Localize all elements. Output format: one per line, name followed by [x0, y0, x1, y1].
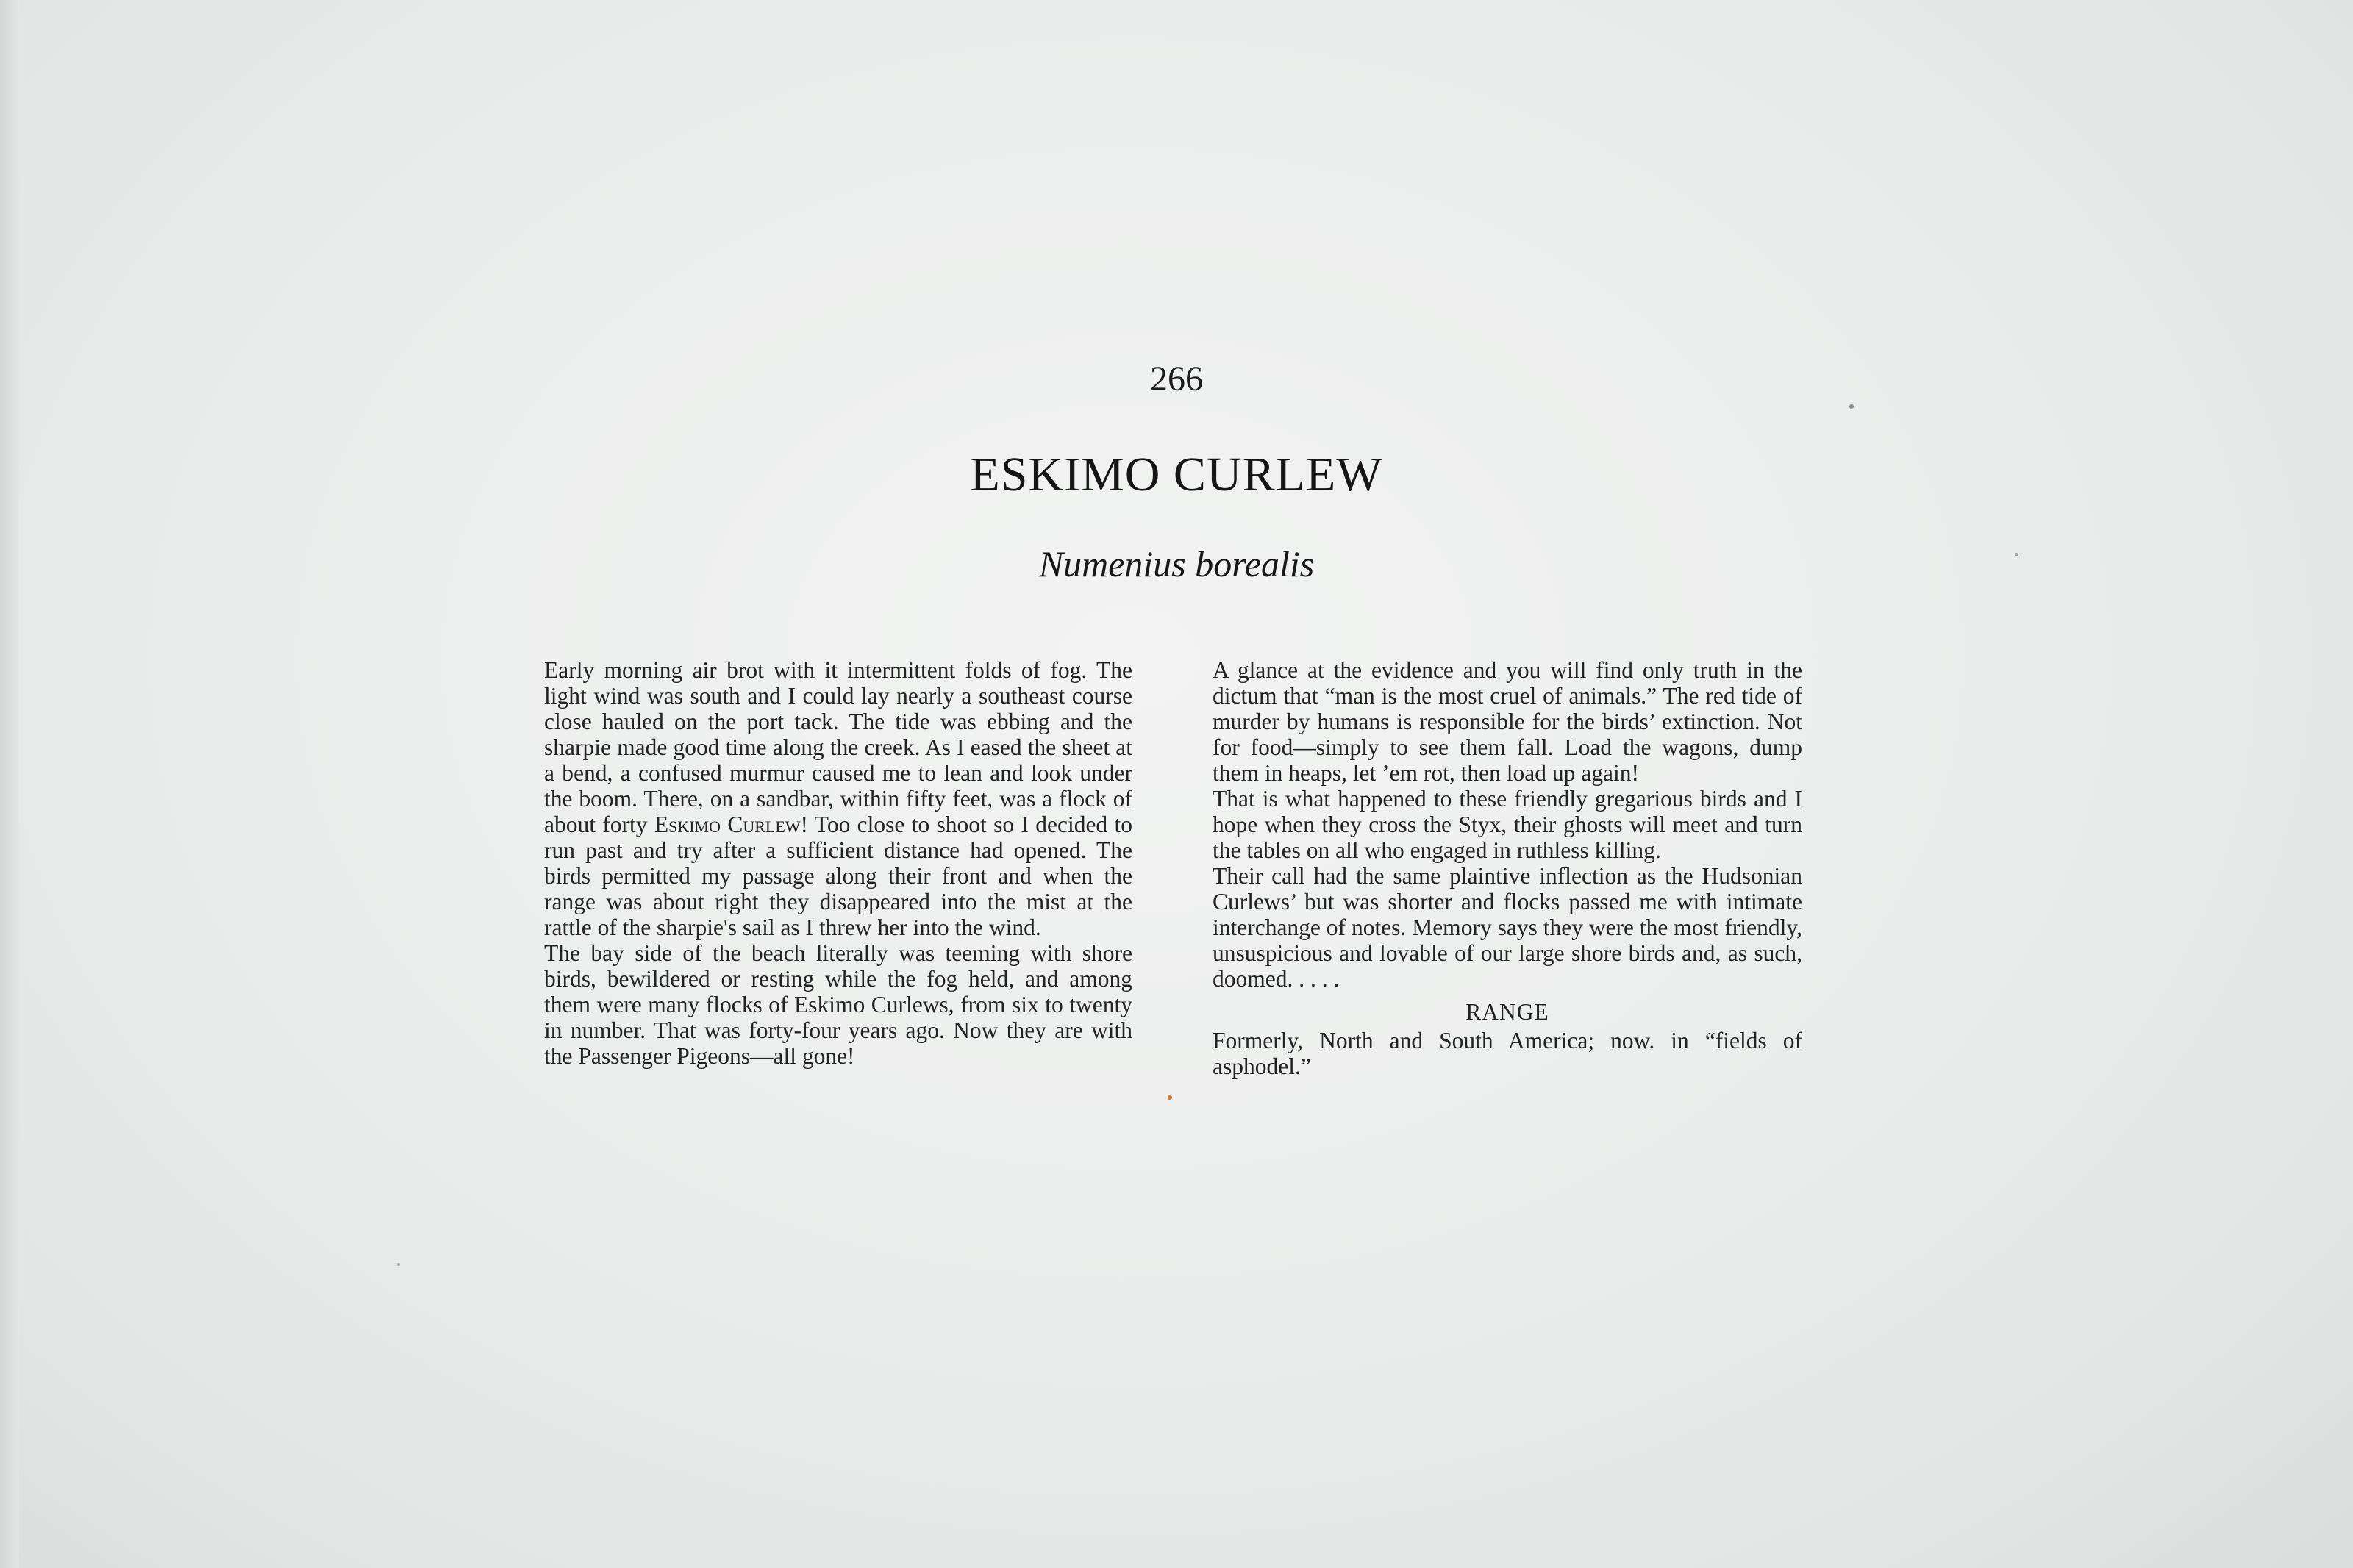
paragraph	[544, 657, 1132, 940]
range-text: Formerly, North and South America; now. in “fields of asphodel.”	[1213, 1028, 1802, 1079]
paper-speck	[1168, 1095, 1172, 1100]
paper-speck	[1849, 404, 1854, 409]
species-name-small-caps: Eskimo Curlew	[654, 812, 801, 837]
left-text-column	[544, 657, 1132, 1069]
page-title: ESKIMO CURLEW	[970, 448, 1383, 501]
paragraph: The bay side of the beach literally was teeming with shore birds, bewildered or resting while the fog held, and among them were many flocks of Eskimo Curlews, from six to twenty in number. That was forty-four years ago. Now they are with the Passenger Pigeons—all gone!	[544, 940, 1132, 1069]
page-edge-shadow	[0, 0, 19, 1568]
range-heading: RANGE	[1465, 999, 1549, 1025]
right-text-column	[1213, 657, 1802, 1079]
paragraph: Their call had the same plaintive inflection as the Hudsonian Curlews’ but was shorter and flocks passed me with intimate interchange of notes. Memory says they were the most friendly, unsuspicious and lovable of our large shore birds and, as such, doomed. . . . .	[1213, 863, 1802, 992]
paragraph: That is what happened to these friendly gregarious birds and I hope when they cross the Styx, their ghosts will meet and turn the tables on all who engaged in ruthless killing.	[1213, 786, 1802, 863]
paragraph: A glance at the evidence and you will find only truth in the dictum that “man is the most cruel of animals.” The red tide of murder by humans is responsible for the birds’ extinction. Not for food—simply to see them fall. Load the wagons, dump them in heaps, let ’em rot, then load up again!	[1213, 657, 1802, 786]
paper-speck	[397, 1263, 400, 1266]
page-number: 266	[1150, 359, 1203, 398]
paragraph-text: Early morning air brot with it intermittent folds of fog. The light wind was south and I could lay nearly a southeast course close hauled on the port tack. The tide was ebbing and the sharpie made good time along the creek. As I eased the sheet at a bend, a confused murmur caused me to lean and look under the boom. There, on a sandbar, within fifty feet, was a flock of about forty	[544, 657, 1132, 837]
scientific-name: Numenius borealis	[1038, 543, 1315, 584]
paragraph-text: ! Too close to shoot so I decided to run past and try after a sufficient distance had opened. The birds permitted my passage along their front and when the range was about right they disappeared into the mist at the rattle of the sharpie's sail as I threw her into the wind.	[544, 812, 1132, 940]
